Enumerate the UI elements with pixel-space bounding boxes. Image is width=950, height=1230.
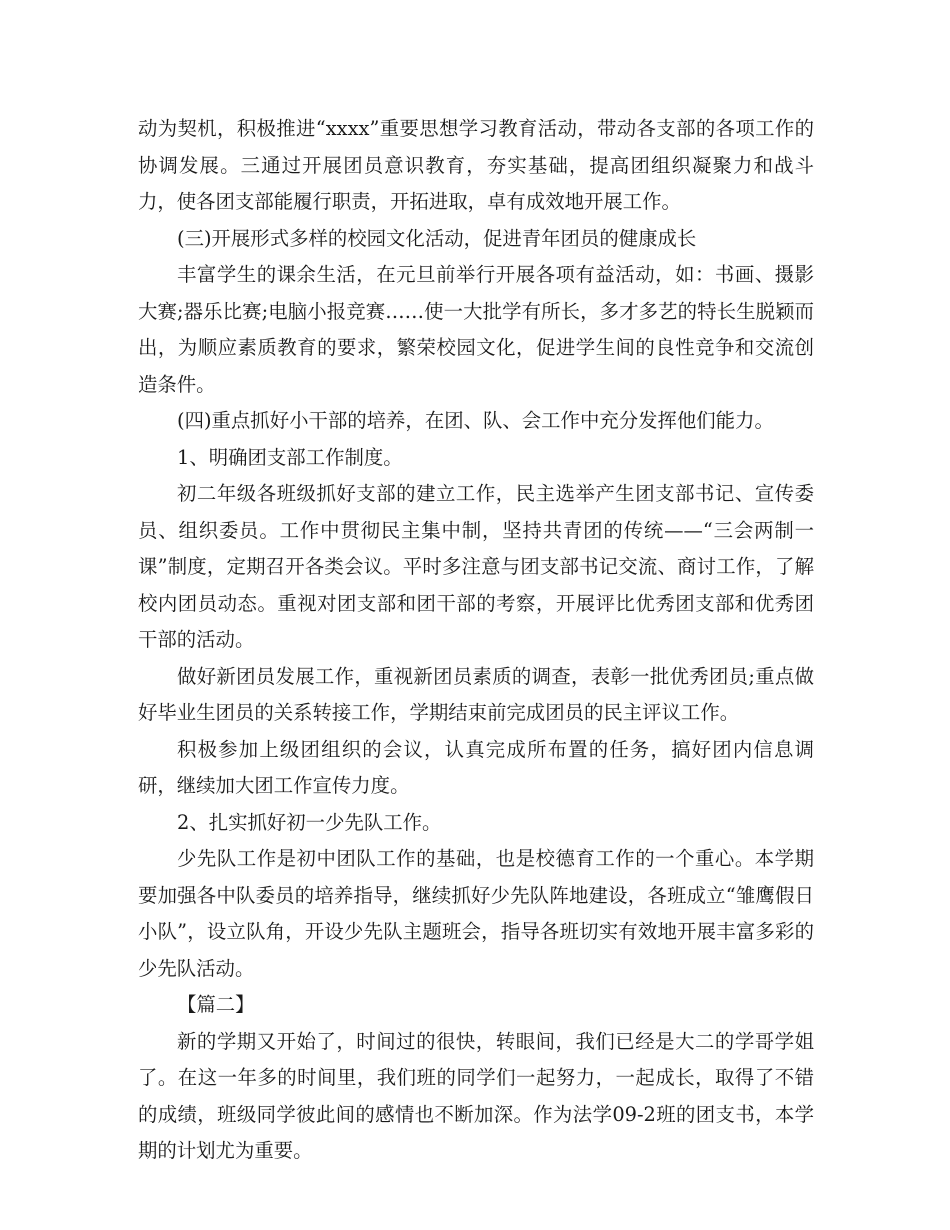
- subheading-1: 1、明确团支部工作制度。: [177, 445, 403, 469]
- paragraph: 丰富学生的课余生活，在元旦前举行开展各项有益活动，如：书画、摄影大赛;器乐比赛;电脑小报竞赛……使一大批学有所长，多才多艺的特长生脱颖而出，为顺应素质教育的要求，繁荣校园文化，促进学生间的良性竞争和交流创造条件。: [138, 263, 814, 396]
- section-heading-3: (三)开展形式多样的校园文化活动，促进青年团员的健康成长: [177, 226, 697, 250]
- paragraph: 初二年级各班级抓好支部的建立工作，民主选举产生团支部书记、宣传委员、组织委员。工作中贯彻民主集中制，坚持共青团的传统——“三会两制一课”制度，定期召开各类会议。平时多注意与团支部书记交流、商讨工作，了解校内团员动态。重视对团支部和团干部的考察，开展评比优秀团支部和优秀团干部的活动。: [138, 482, 814, 651]
- paragraph: 积极参加上级团组织的会议，认真完成所布置的任务，搞好团内信息调研，继续加大团工作宣传力度。: [138, 737, 814, 797]
- paragraph: 做好新团员发展工作，重视新团员素质的调查，表彰一批优秀团员;重点做好毕业生团员的关系转接工作，学期结束前完成团员的民主评议工作。: [138, 664, 814, 724]
- subheading-2: 2、扎实抓好初一少先队工作。: [177, 810, 442, 834]
- paragraph: 少先队工作是初中团队工作的基础，也是校德育工作的一个重心。本学期要加强各中队委员的培养指导，继续抓好少先队阵地建设，各班成立“雏鹰假日小队”，设立队角，开设少先队主题班会，指导各班切实有效地开展丰富多彩的少先队活动。: [138, 847, 814, 980]
- paragraph: 新的学期又开始了，时间过的很快，转眼间，我们已经是大二的学哥学姐了。在这一年多的时间里，我们班的同学们一起努力，一起成长，取得了不错的成绩，班级同学彼此间的感情也不断加深。作为法学09-2班的团支书，本学期的计划尤为重要。: [138, 1029, 814, 1162]
- section-heading-4: (四)重点抓好小干部的培养，在团、队、会工作中充分发挥他们能力。: [177, 409, 774, 432]
- document-body: [138, 111, 814, 1170]
- paragraph-continuation: 动为契机，积极推进“xxxx”重要思想学习教育活动，带动各支部的各项工作的协调发展。三通过开展团员意识教育，夯实基础，提高团组织凝聚力和战斗力，使各团支部能履行职责，开拓进取，卓有成效地开展工作。: [138, 117, 814, 213]
- part-heading: 【篇二】: [177, 993, 255, 1016]
